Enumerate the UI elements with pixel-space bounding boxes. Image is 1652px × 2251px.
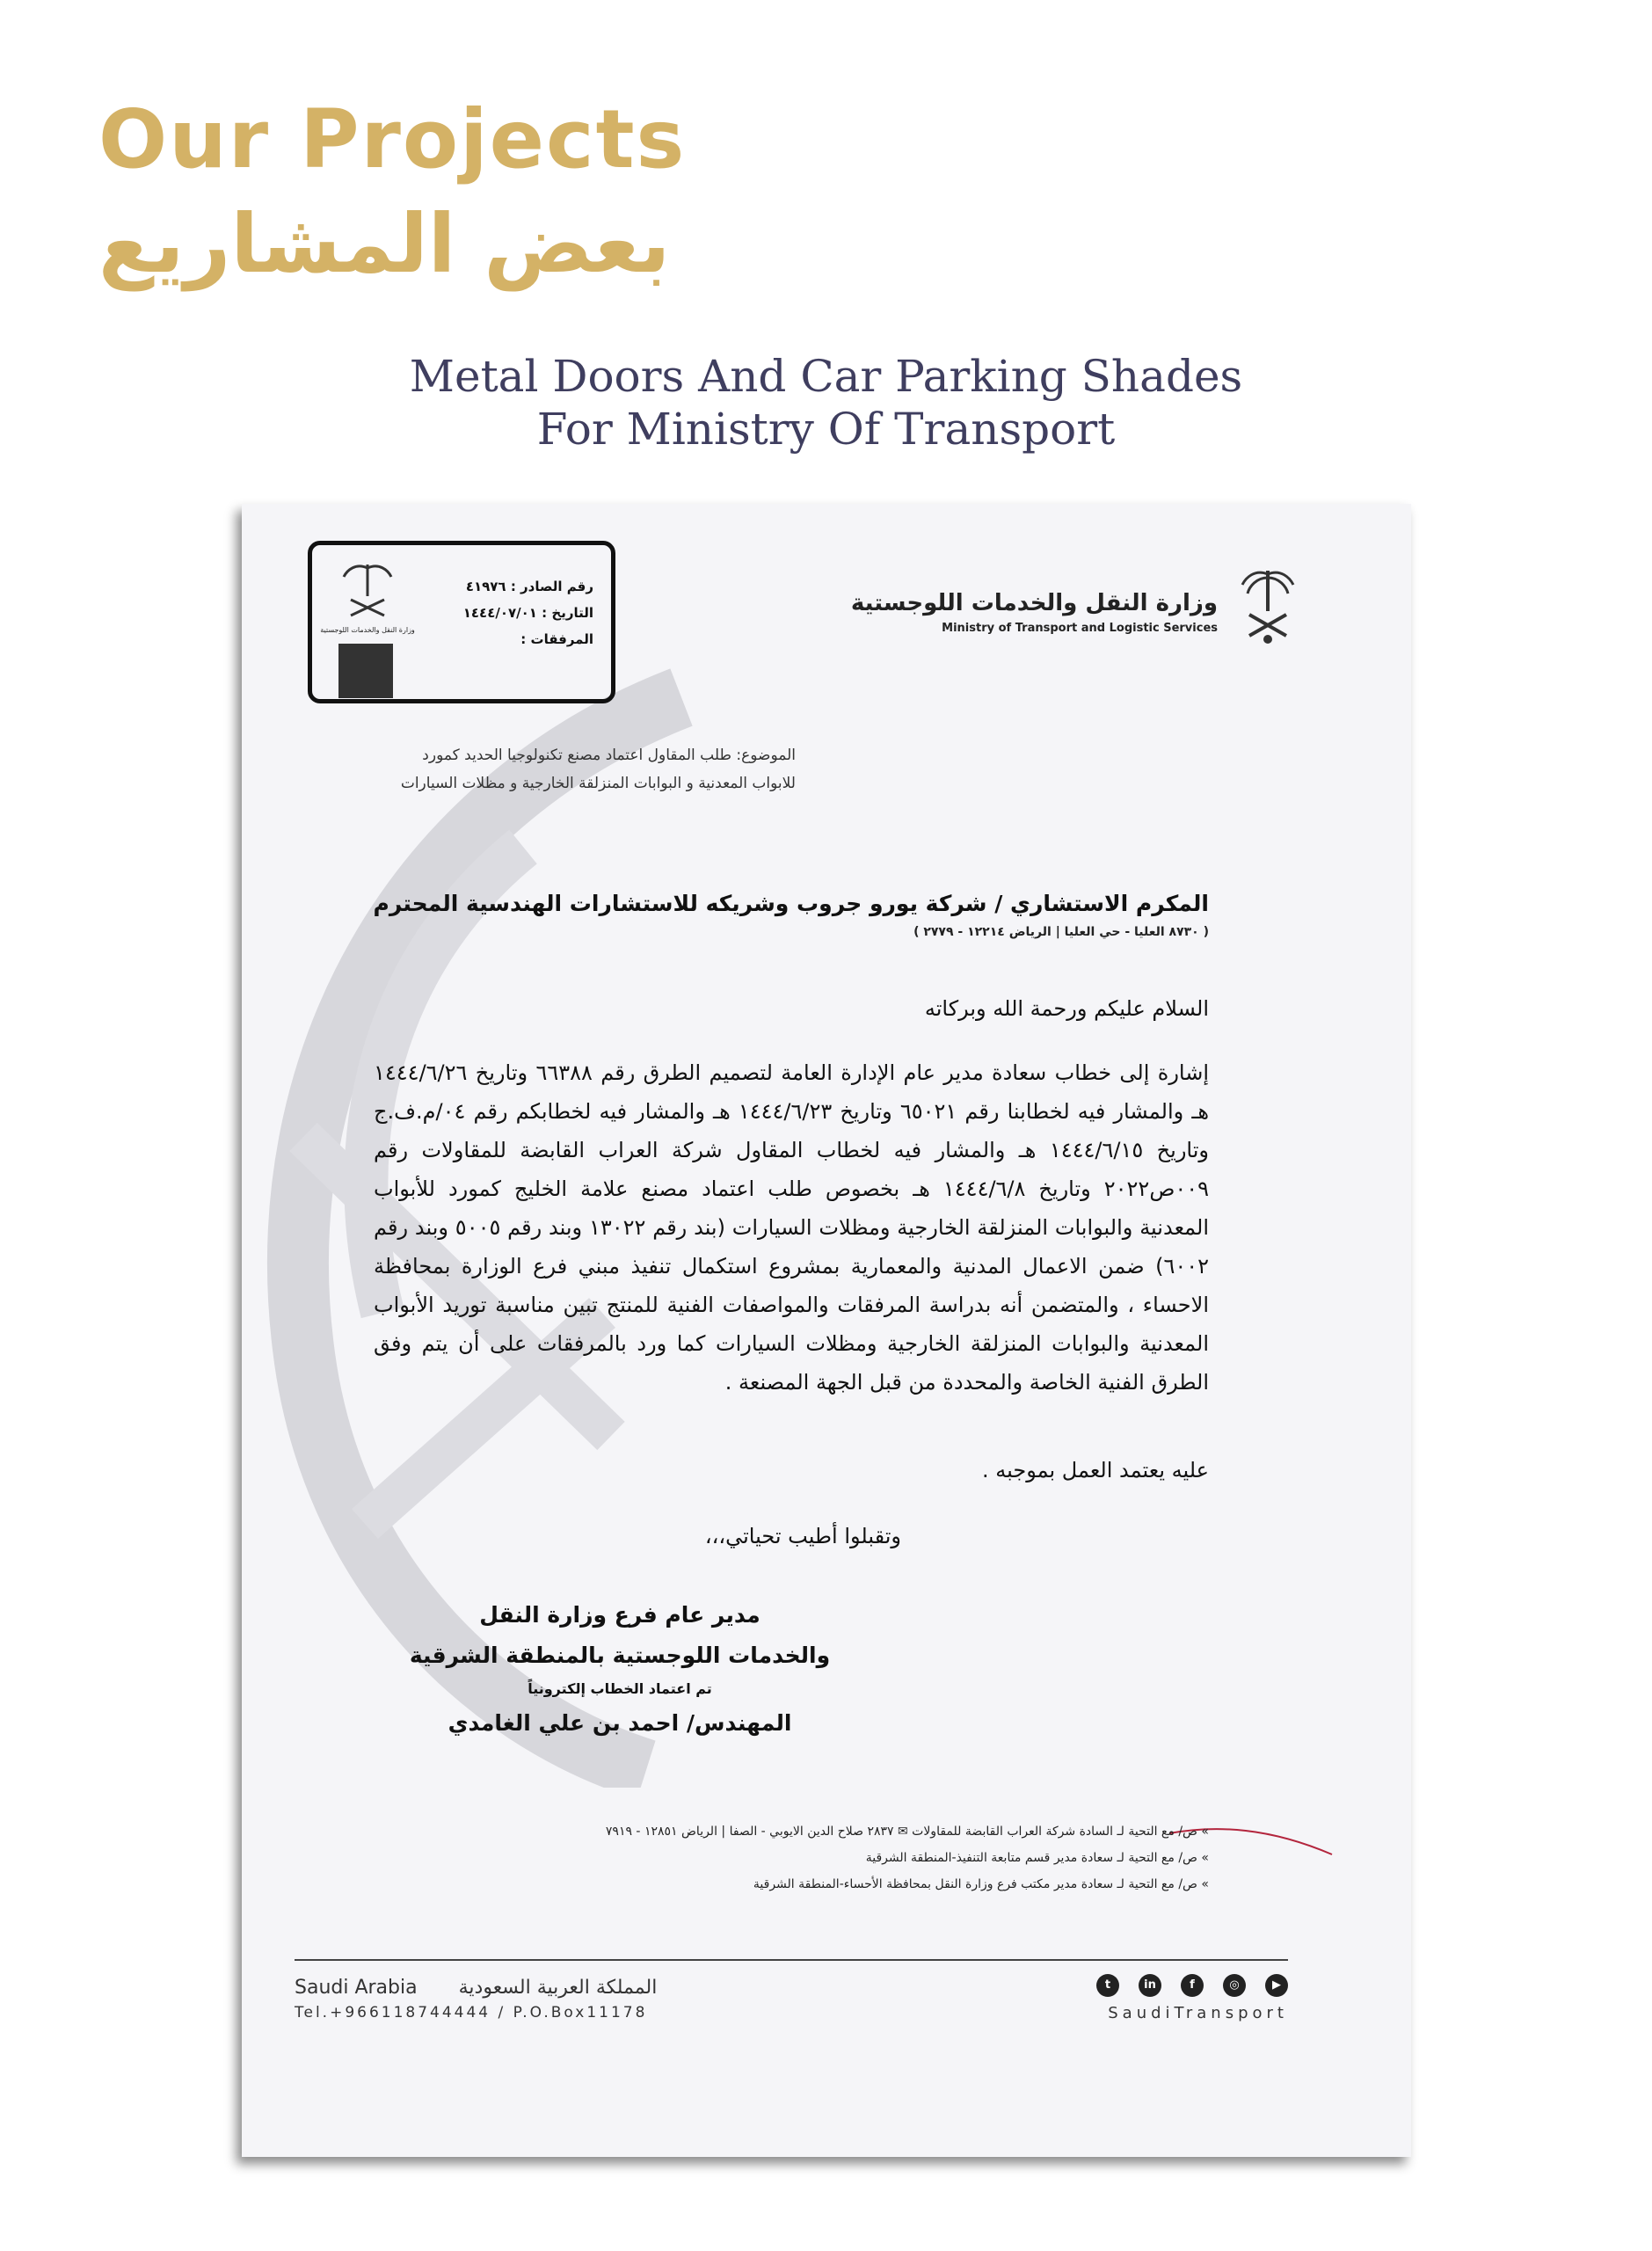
project-title-line2: For Ministry Of Transport — [536, 404, 1116, 455]
footer-social — [1059, 1974, 1288, 2022]
qr-code-icon — [338, 644, 393, 698]
stamp-date: التاريخ : ١٤٤٤/٠٧/٠١ — [462, 605, 593, 621]
letter-body: إشارة إلى خطاب سعادة مدير عام الإدارة العامة لتصميم الطرق رقم ٦٦٣٨٨ وتاريخ ١٤٤٤/٦/٢٦ هـ والمشار فيه لخطابنا رقم ٦٥٠٢١ وتاريخ ١٤٤٤/٦/٢٣ هـ والمشار فيه لخطابكم رقم ٠٤/م.ف.ج وتاريخ ١٤٤٤/٦/١٥ هـ والمشار فيه لخطاب المقاول شركة العراب القابضة للمقاولات رقم ٠٠٩ص٢٠٢٢ وتاريخ ١٤٤٤/٦/٨ هـ بخصوص طلب اعتماد مصنع علامة الخليج كمورد للأبواب المعدنية والبوابات المنزلقة الخارجية ومظلات السيارات (بند رقم ١٣٠٢٢ وبند رقم ٥٠٠٥ وبند رقم ٦٠٠٢) ضمن الاعمال المدنية والمعمارية بمشروع استكمال تنفيذ مبني فرع الوزارة بمحافظة الاحساء ، والمتضمن أنه بدراسة المرفقات والمواصفات الفنية للمنتج تبين مناسبة توريد الأبواب المعدنية والبوابات المنزلقة الخارجية ومظلات السيارات كما ورد بالمرفقات على أن يتم وفق الطرق الفنية الخاصة والمحددة من قبل الجهة المصنعة . — [374, 1060, 1210, 1395]
cc-item: » ص/ مع التحية لـ السادة شركة العراب القابضة للمقاولات ✉ ٢٨٣٧ صلاح الدين الايوبي - الصفا | الرياض ١٢٨٥١ - ٧٩١٩ — [605, 1825, 1209, 1839]
footer-divider — [295, 1959, 1288, 1961]
footer-contact — [295, 1977, 657, 2022]
reference-stamp — [308, 541, 615, 703]
stamp-ministry-label: وزارة النقل والخدمات اللوجستية — [320, 626, 415, 634]
signature-block — [374, 1594, 866, 1744]
saudi-emblem-icon — [1237, 565, 1299, 645]
regards-line: وتقبلوا أطيب تحياتي،،، — [704, 1524, 901, 1548]
cc-list — [606, 1818, 1209, 1898]
addressee-block — [374, 891, 1209, 939]
signature-electronic-note: تم اعتماد الخطاب إلكترونياً — [528, 1680, 712, 1697]
subject-line1: الموضوع: طلب المقاول اعتماد مصنع تكنولوجيا الحديد كمورد — [422, 747, 796, 764]
saudi-emblem-icon — [337, 561, 398, 623]
addressee-name: المكرم الاستشاري / شركة يورو جروب وشريكه للاستشارات الهندسية المحترم — [373, 891, 1209, 916]
letter-subject — [401, 741, 796, 798]
stamp-ref-number: رقم الصادر : ٤١٩٧٦ — [465, 579, 593, 594]
facebook-icon: f — [1181, 1974, 1204, 1997]
closing-line: عليه يعتمد العمل بموجبه . — [982, 1458, 1209, 1482]
cc-item: » ص/ مع التحية لـ سعادة مدير قسم متابعة التنفيذ-المنطقة الشرقية — [865, 1851, 1209, 1865]
project-title-line1: Metal Doors And Car Parking Shades — [409, 351, 1243, 402]
ministry-name-en: Ministry of Transport and Logistic Services — [942, 622, 1218, 635]
youtube-icon: ▶ — [1265, 1974, 1288, 1997]
twitter-icon: t — [1096, 1974, 1119, 1997]
brand-title-en: Our Projects — [98, 92, 687, 186]
linkedin-icon: in — [1139, 1974, 1161, 1997]
signature-title-line1: مدير عام فرع وزارة النقل — [479, 1602, 761, 1628]
scanned-letter — [242, 504, 1411, 2157]
addressee-address: ( ٨٧٣٠ العليا - حي العليا | الرياض ١٢٢١٤ - ٢٧٧٩ ) — [913, 925, 1209, 939]
cc-item: » ص/ مع التحية لـ سعادة مدير مكتب فرع وزارة النقل بمحافظة الأحساء-المنطقة الشرقية — [753, 1877, 1209, 1891]
subject-line2: للابواب المعدنية و البوابات المنزلقة الخارجية و مظلات السيارات — [400, 775, 796, 792]
social-handle: SaudiTransport — [1108, 2004, 1288, 2022]
instagram-icon: ◎ — [1223, 1974, 1246, 1997]
ministry-name-ar: وزارة النقل والخدمات اللوجستية — [850, 590, 1218, 616]
footer-country-en: Saudi Arabia — [295, 1977, 418, 1999]
brand-title-ar: بعض المشاريع — [98, 197, 671, 291]
greeting: السلام عليكم ورحمة الله وبركاته — [924, 996, 1209, 1021]
footer-phone-pobox: Tel.+966118744444 / P.O.Box11178 — [295, 2004, 648, 2022]
signature-title-line2: والخدمات اللوجستية بالمنطقة الشرقية — [409, 1643, 831, 1668]
signatory-name: المهندس/ احمد بن علي الغامدي — [448, 1710, 792, 1736]
footer-country-ar: المملكة العربية السعودية — [458, 1977, 658, 1999]
stamp-attachments: المرفقات : — [520, 631, 593, 647]
project-title — [0, 350, 1652, 455]
ministry-logo — [850, 565, 1299, 645]
brand-heading — [98, 91, 686, 297]
